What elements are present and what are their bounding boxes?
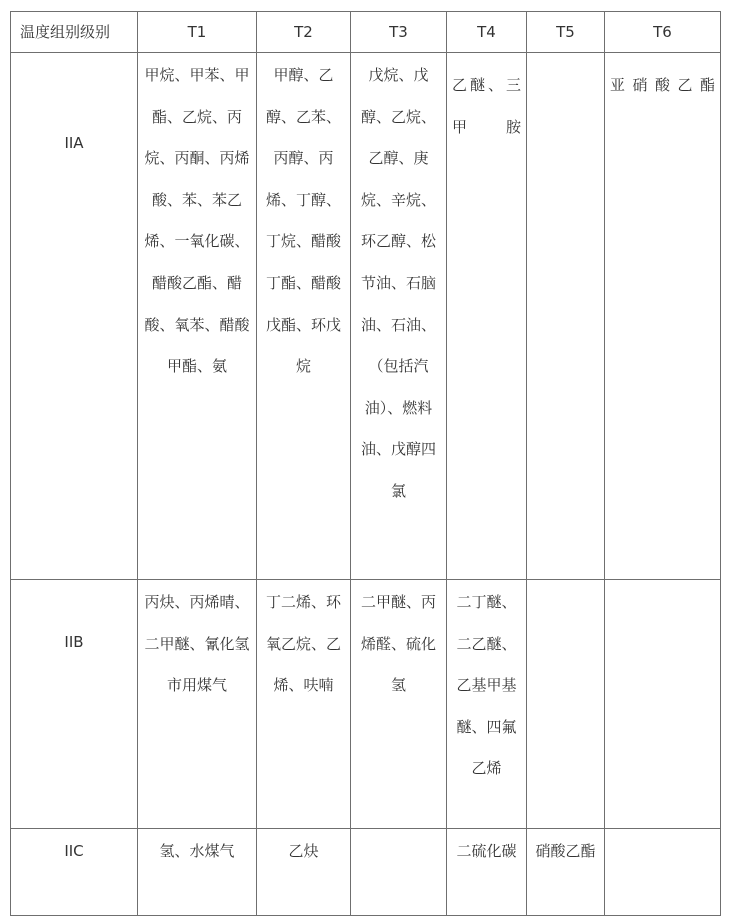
cell-iib-t1: 丙炔、丙烯晴、二甲醚、氰化氢市用煤气 (138, 580, 257, 829)
cell-iic-t1: 氢、水煤气 (138, 829, 257, 916)
table-row (11, 829, 721, 916)
cell-iia-t1: 甲烷、甲苯、甲酯、乙烷、丙烷、丙酮、丙烯酸、苯、苯乙烯、一氧化碳、醋酸乙酯、醋酸、氧苯、醋酸甲酯、氨 (138, 53, 257, 580)
cell-iic-t3 (351, 829, 447, 916)
gas-classification-table (10, 11, 721, 916)
group-label-iic: IIC (11, 829, 138, 916)
cell-iic-t5: 硝酸乙酯 (527, 829, 605, 916)
header-t5: T5 (527, 12, 605, 53)
cell-iia-t3: 戊烷、戊醇、乙烷、乙醇、庚烷、辛烷、环乙醇、松节油、石脑油、石油、（包括汽油）、燃料油、戊醇四氯 (351, 53, 447, 580)
cell-iic-t6 (605, 829, 721, 916)
table-row (11, 53, 721, 580)
cell-iia-t5 (527, 53, 605, 580)
table-header-row (11, 12, 721, 53)
cell-iib-t5 (527, 580, 605, 829)
table-row (11, 580, 721, 829)
cell-iib-t3: 二甲醚、丙烯醛、硫化氢 (351, 580, 447, 829)
cell-iic-t4: 二硫化碳 (447, 829, 527, 916)
cell-iia-t4: 乙醚、三甲胺 (447, 53, 527, 580)
header-t2: T2 (257, 12, 351, 53)
header-corner: 温度组别级别 (11, 12, 138, 53)
cell-iia-t2: 甲醇、乙醇、乙苯、丙醇、丙烯、丁醇、丁烷、醋酸丁酯、醋酸戊酯、环戊烷 (257, 53, 351, 580)
group-label-iia: IIA (11, 53, 138, 580)
header-t6: T6 (605, 12, 721, 53)
header-t4: T4 (447, 12, 527, 53)
cell-iia-t6: 亚硝酸乙酯 (605, 53, 721, 580)
header-t1: T1 (138, 12, 257, 53)
cell-iic-t2: 乙炔 (257, 829, 351, 916)
cell-iib-t4: 二丁醚、二乙醚、乙基甲基醚、四氟乙烯 (447, 580, 527, 829)
group-label-iib: IIB (11, 580, 138, 829)
cell-iib-t6 (605, 580, 721, 829)
header-t3: T3 (351, 12, 447, 53)
cell-iib-t2: 丁二烯、环氧乙烷、乙烯、呋喃 (257, 580, 351, 829)
